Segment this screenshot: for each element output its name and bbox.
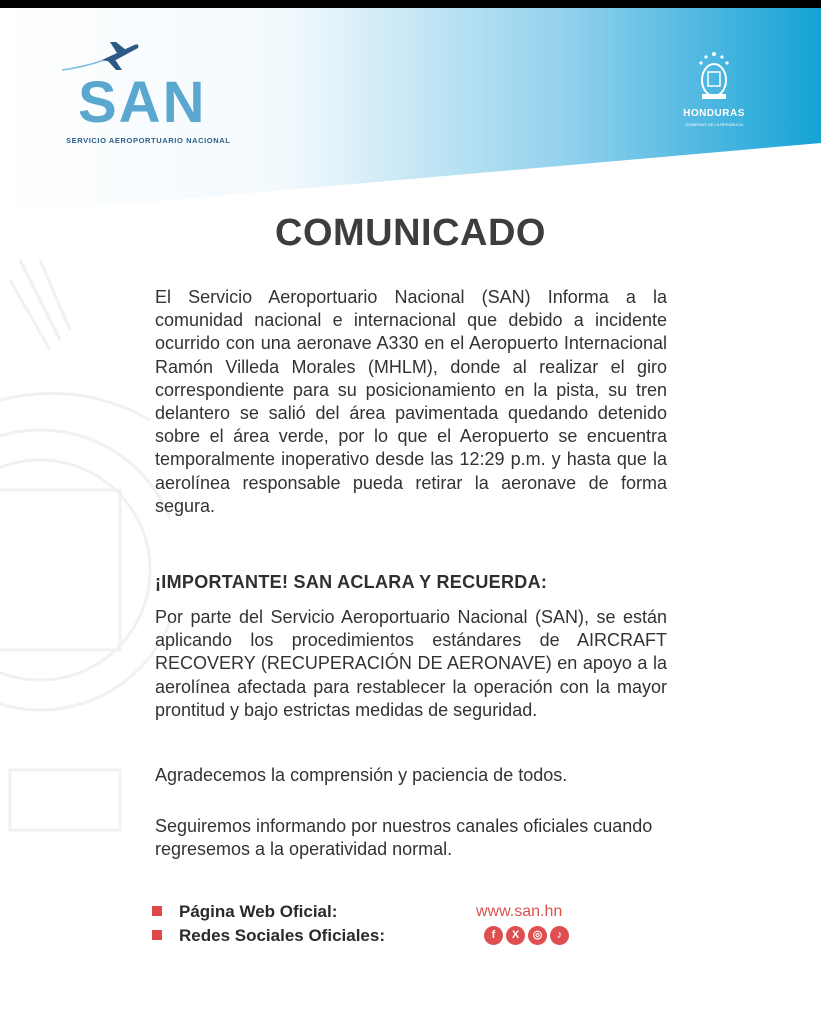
bullet-square-icon bbox=[152, 930, 162, 940]
social-icons bbox=[484, 925, 572, 945]
coat-of-arms-icon bbox=[668, 48, 760, 108]
org-acronym: SAN bbox=[78, 70, 207, 135]
instagram-icon[interactable]: ◎ bbox=[528, 926, 547, 945]
facebook-icon[interactable]: f bbox=[484, 926, 503, 945]
social-row bbox=[152, 926, 385, 946]
social-label: Redes Sociales Oficiales: bbox=[179, 926, 385, 945]
tiktok-icon[interactable]: ♪ bbox=[550, 926, 569, 945]
body-paragraph-2: Por parte del Servicio Aeroportuario Nacional (SAN), se están aplicando los procedimientos estándares de AIRCRAFT RECOVERY (RECUPERACIÓN DE AERONAVE) en apoyo a la aerolínea afectada para restablecer la operación con la mayor prontitud y bajo estrictas medidas de seguridad. bbox=[155, 607, 667, 720]
gov-logo-subtext: GOBIERNO DE LA REPÚBLICA bbox=[685, 122, 743, 127]
page-title: COMUNICADO bbox=[275, 212, 546, 254]
web-url-link[interactable]: www.san.hn bbox=[476, 903, 563, 920]
top-border bbox=[0, 0, 821, 8]
body-paragraph-1: El Servicio Aeroportuario Nacional (SAN) Informa a la comunidad nacional e internacional que debido a incidente ocurrido con una aeronave A330 en el Aeropuerto Internacional Ramón Villeda Morales (MHLM), donde al realizar el giro correspondiente para su posicionamiento en la pista, su tren delantero se salió del área pavimentada quedando detenido sobre el área verde, por lo que el Aeropuerto se encuentra temporalmente inoperativo desde las 12:29 p.m. y hasta que la aerolínea responsable pueda retirar la aeronave de forma segura. bbox=[155, 287, 667, 516]
background-watermark bbox=[0, 250, 170, 850]
body-paragraph-4: Seguiremos informando por nuestros canales oficiales cuando regresemos a la operatividad normal. bbox=[155, 816, 653, 860]
web-label: Página Web Oficial: bbox=[179, 902, 338, 921]
honduras-government-logo bbox=[668, 48, 760, 138]
san-logo bbox=[62, 40, 242, 150]
gov-logo-text: HONDURAS bbox=[683, 108, 745, 119]
important-heading: ¡IMPORTANTE! SAN ACLARA Y RECUERDA: bbox=[155, 572, 548, 592]
bullet-square-icon bbox=[152, 906, 162, 916]
header-banner bbox=[0, 8, 821, 208]
org-name: SERVICIO AEROPORTUARIO NACIONAL bbox=[66, 136, 231, 145]
web-row bbox=[152, 902, 337, 922]
x-icon[interactable]: X bbox=[506, 926, 525, 945]
body-paragraph-3: Agradecemos la comprensión y paciencia de todos. bbox=[155, 765, 568, 785]
